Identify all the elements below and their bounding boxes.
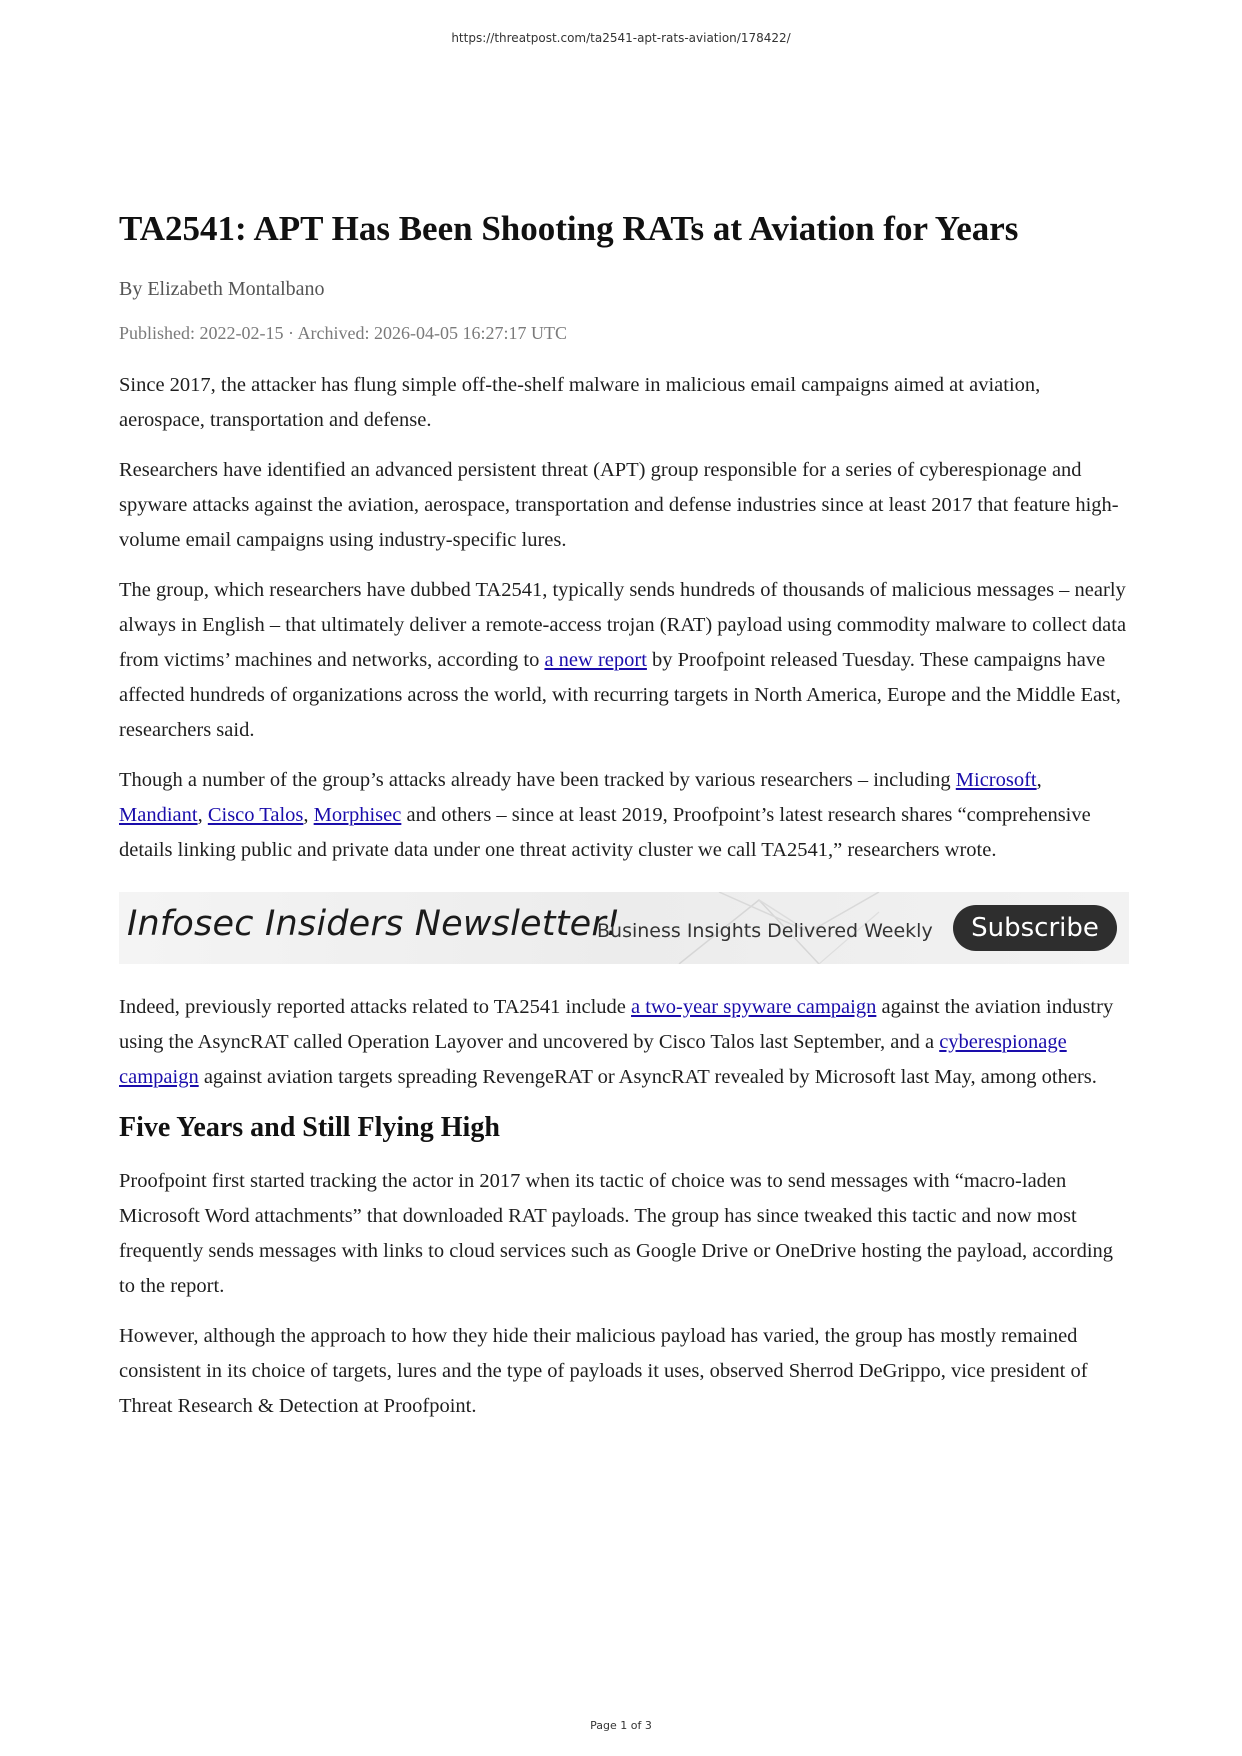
text: and others – since at least 2019, Proofpoint’s latest research shares “comprehensive details linking public and private data under one threat activity cluster we call TA2541,” researchers wrote. bbox=[119, 803, 1091, 861]
text: The group, which researchers have dubbed TA2541, typically sends hundreds of thousands of malicious messages – nearly always in English – that ultimately deliver a remote-access trojan (RAT) payload using commodity malware to collect data from victims’ machines and networks, according to bbox=[119, 578, 1127, 671]
spyware-campaign-link[interactable]: a two-year spyware campaign bbox=[631, 995, 877, 1018]
text: , bbox=[303, 803, 314, 826]
paragraph-lead: Since 2017, the attacker has flung simple off-the-shelf malware in malicious email campaigns aimed at aviation, aerospace, transportation and defense. bbox=[119, 373, 1041, 431]
article bbox=[119, 206, 1129, 1439]
paragraph: Researchers have identified an advanced persistent threat (APT) group responsible for a series of cyberespionage and spyware attacks against the aviation, aerospace, transportation and defense industries since at least 2017 that feature high-volume email campaigns using industry-specific lures. bbox=[119, 458, 1119, 551]
text: Indeed, previously reported attacks related to TA2541 include bbox=[119, 995, 632, 1018]
paragraph bbox=[119, 763, 1129, 868]
text: , bbox=[1036, 768, 1042, 791]
text: against aviation targets spreading RevengeRAT or AsyncRAT revealed by Microsoft last May, among others. bbox=[198, 1065, 1097, 1088]
newsletter-title: Infosec Insiders Newsletter! bbox=[127, 903, 621, 944]
subscribe-button[interactable]: Subscribe bbox=[953, 905, 1117, 951]
morphisec-link[interactable]: Morphisec bbox=[313, 803, 402, 826]
paragraph bbox=[119, 990, 1129, 1095]
paragraph bbox=[119, 573, 1129, 748]
text: , bbox=[197, 803, 208, 826]
newsletter-tagline: Business Insights Delivered Weekly bbox=[597, 919, 933, 942]
text: Though a number of the group’s attacks already have been tracked by various researchers – including bbox=[119, 768, 956, 791]
newsletter-banner[interactable] bbox=[119, 892, 1129, 964]
mandiant-link[interactable]: Mandiant bbox=[119, 803, 198, 826]
cisco-talos-link[interactable]: Cisco Talos bbox=[207, 803, 304, 826]
microsoft-link[interactable]: Microsoft bbox=[955, 768, 1037, 791]
text: against the aviation industry using the AsyncRAT called Operation Layover and uncovered by Cisco Talos last September, and a bbox=[119, 995, 1114, 1053]
text: by Proofpoint released Tuesday. These campaigns have affected hundreds of organizations across the world, with recurring targets in North America, Europe and the Middle East, researchers said. bbox=[119, 648, 1121, 741]
cyberespionage-campaign-link[interactable]: cyberespionage campaign bbox=[119, 1030, 1067, 1088]
new-report-link[interactable]: a new report bbox=[544, 648, 647, 671]
publish-meta: Published: 2022-02-15 · Archived: 2026-04-05 16:27:17 UTC bbox=[119, 322, 567, 343]
page-number: Page 1 of 3 bbox=[590, 1719, 652, 1732]
paragraph: Proofpoint first started tracking the actor in 2017 when its tactic of choice was to send messages with “macro-laden Microsoft Word attachments” that downloaded RAT payloads. The group has since tweaked this tactic and now most frequently sends messages with links to cloud services such as Google Drive or OneDrive hosting the payload, according to the report. bbox=[119, 1169, 1114, 1297]
paragraph: However, although the approach to how they hide their malicious payload has varied, the group has mostly remained consistent in its choice of targets, lures and the type of payloads it uses, observed Sherrod DeGrippo, vice president of Threat Research & Detection at Proofpoint. bbox=[119, 1324, 1088, 1417]
byline: By Elizabeth Montalbano bbox=[119, 277, 325, 300]
source-url: https://threatpost.com/ta2541-apt-rats-aviation/178422/ bbox=[451, 31, 791, 45]
section-heading: Five Years and Still Flying High bbox=[119, 1111, 500, 1143]
article-title: TA2541: APT Has Been Shooting RATs at Aviation for Years bbox=[119, 209, 1019, 248]
